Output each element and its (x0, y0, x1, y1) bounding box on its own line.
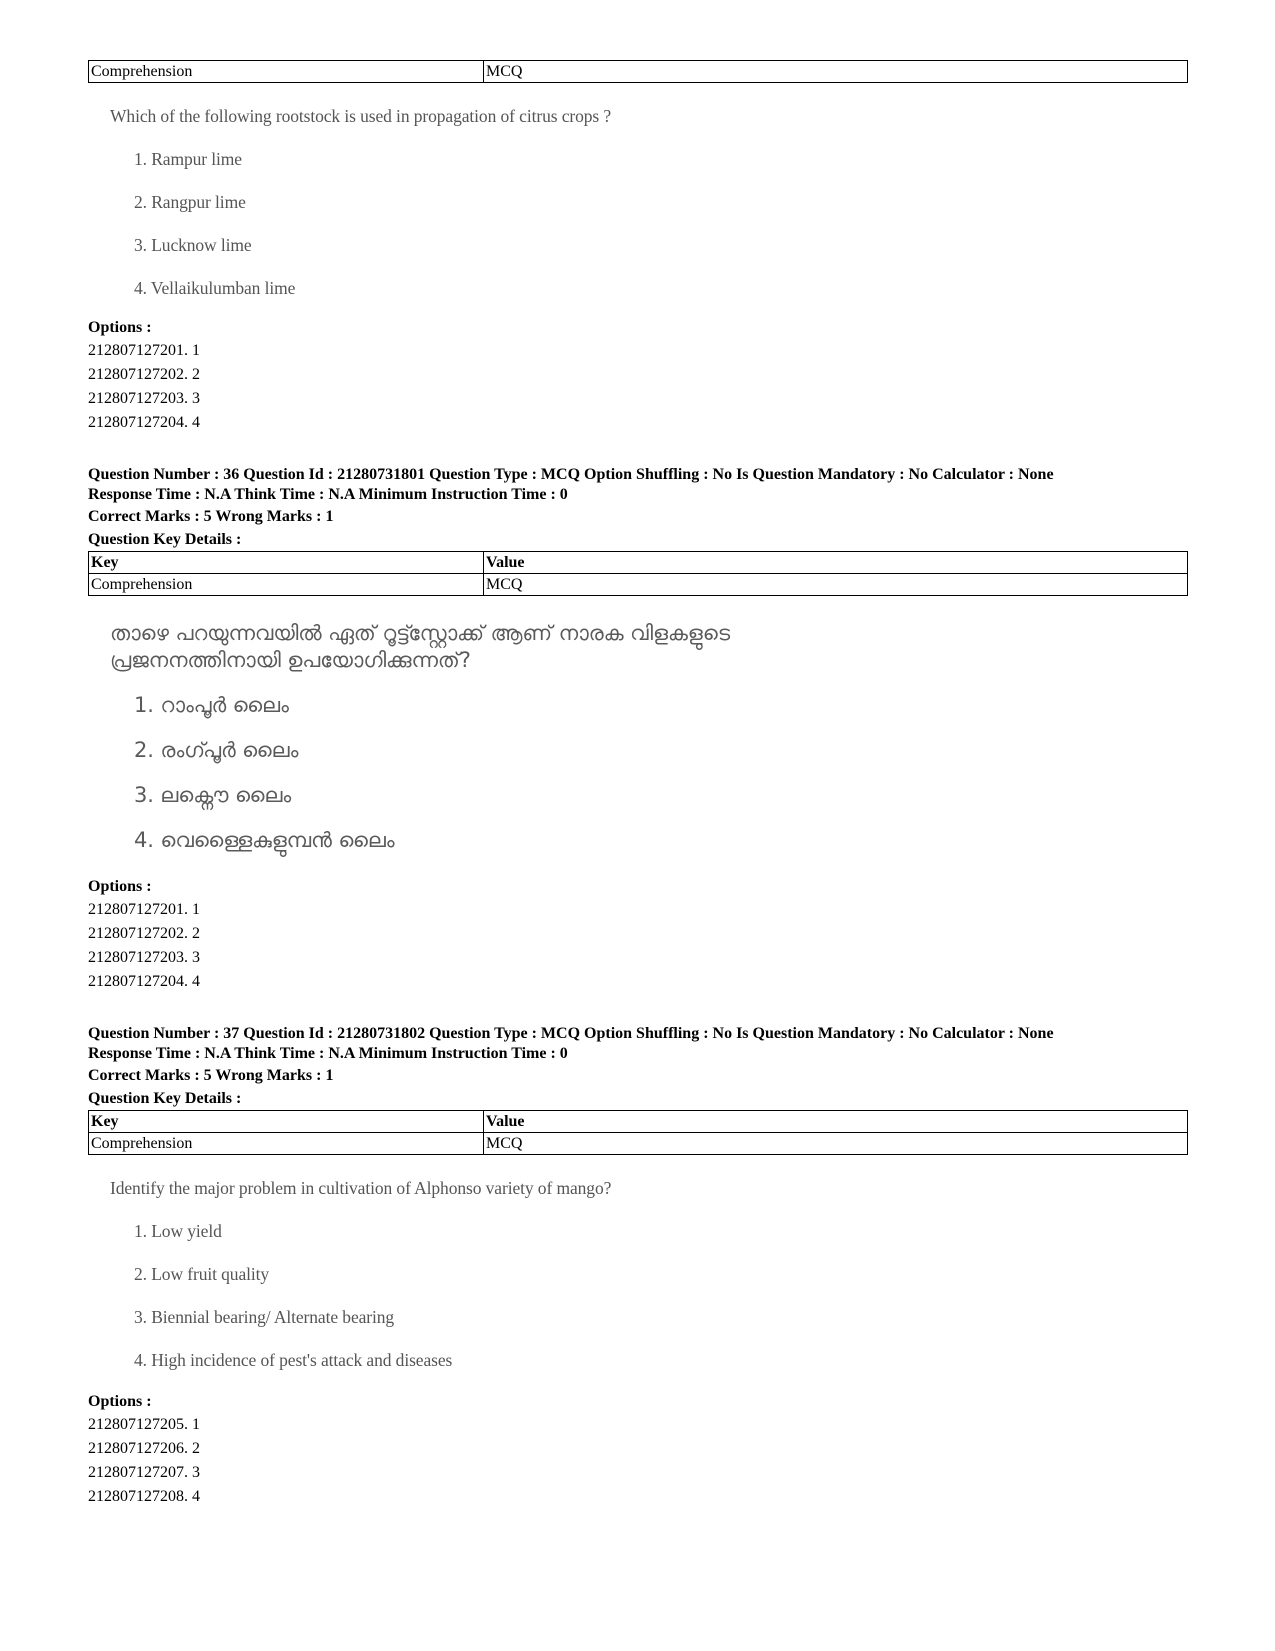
key-details-label: Question Key Details : (88, 1090, 242, 1107)
options-block-q35 (88, 317, 1188, 435)
choice-item: 4. High incidence of pest's attack and diseases (134, 1350, 453, 1370)
option-item: 212807127204. 4 (88, 973, 200, 990)
choice-item: 3. Biennial bearing/ Alternate bearing (134, 1307, 395, 1327)
table-cell-key: Comprehension (89, 1133, 484, 1155)
table-header-key: Key (89, 552, 484, 574)
table-header-value: Value (484, 1111, 1188, 1133)
document-page (88, 60, 1188, 1509)
question-stem-line2: പ്രജനനത്തിനായി ഉപയോഗിക്കുന്നത്? (110, 648, 471, 672)
choice-item: 3. ലക്നൌ ലൈം (134, 783, 292, 807)
option-item: 212807127202. 2 (88, 366, 200, 383)
option-item: 212807127204. 4 (88, 414, 200, 431)
question-header-q37 (88, 1024, 1188, 1110)
question-stem-line1: താഴെ പറയുന്നവയിൽ ഏത് റൂട്ട്സ്റ്റോക്ക് ആണ് നാരക വിളകളുടെ (110, 621, 730, 645)
choice-item: 4. Vellaikulumban lime (134, 278, 296, 298)
marks-line: Correct Marks : 5 Wrong Marks : 1 (88, 508, 334, 525)
choice-item: 1. Rampur lime (134, 149, 242, 169)
table-cell-value: MCQ (484, 574, 1188, 596)
table-row (89, 61, 1188, 83)
key-details-table-q37 (88, 1110, 1188, 1155)
options-label: Options : (88, 878, 152, 895)
key-details-table-q36 (88, 551, 1188, 596)
question-meta-line1: Question Number : 36 Question Id : 21280731801 Question Type : MCQ Option Shuffling : No Is Question Mandatory : No Calculator : None (88, 466, 1054, 483)
option-item: 212807127207. 3 (88, 1464, 200, 1481)
question-image-q37 (88, 1177, 1188, 1371)
option-item: 212807127203. 3 (88, 949, 200, 966)
table-header-row (89, 1111, 1188, 1133)
key-details-label: Question Key Details : (88, 531, 242, 548)
table-cell-value: MCQ (484, 1133, 1188, 1155)
options-label: Options : (88, 1393, 152, 1410)
option-item: 212807127201. 1 (88, 342, 200, 359)
choice-item: 4. വെള്ളൈകുളുമ്പൻ ലൈം (134, 828, 395, 852)
question-image-q36 (88, 620, 1188, 854)
choice-item: 1. Low yield (134, 1221, 222, 1241)
question-stem: Which of the following rootstock is used in propagation of citrus crops ? (110, 106, 612, 126)
choice-item: 2. Rangpur lime (134, 192, 246, 212)
table-header-key: Key (89, 1111, 484, 1133)
option-item: 212807127202. 2 (88, 925, 200, 942)
question-meta-line2: Response Time : N.A Think Time : N.A Minimum Instruction Time : 0 (88, 486, 568, 503)
marks-line: Correct Marks : 5 Wrong Marks : 1 (88, 1067, 334, 1084)
table-header-value: Value (484, 552, 1188, 574)
key-details-table-top (88, 60, 1188, 83)
options-block-q37 (88, 1391, 1188, 1509)
options-block-q36 (88, 876, 1188, 994)
choice-item: 2. Low fruit quality (134, 1264, 270, 1284)
option-item: 212807127208. 4 (88, 1488, 200, 1505)
option-item: 212807127201. 1 (88, 901, 200, 918)
choice-item: 1. റാംപൂർ ലൈം (134, 693, 289, 717)
question-meta-line1: Question Number : 37 Question Id : 21280731802 Question Type : MCQ Option Shuffling : No Is Question Mandatory : No Calculator : None (88, 1025, 1054, 1042)
option-item: 212807127203. 3 (88, 390, 200, 407)
choice-item: 2. രംഗ്പൂർ ലൈം (134, 738, 299, 762)
table-row (89, 574, 1188, 596)
table-row (89, 1133, 1188, 1155)
question-stem: Identify the major problem in cultivation of Alphonso variety of mango? (110, 1178, 612, 1198)
table-cell-key: Comprehension (89, 574, 484, 596)
table-cell-value: MCQ (484, 61, 1188, 83)
table-header-row (89, 552, 1188, 574)
option-item: 212807127205. 1 (88, 1416, 200, 1433)
choice-item: 3. Lucknow lime (134, 235, 252, 255)
question-image-q35 (88, 105, 1188, 299)
table-cell-key: Comprehension (89, 61, 484, 83)
option-item: 212807127206. 2 (88, 1440, 200, 1457)
question-header-q36 (88, 465, 1188, 551)
options-label: Options : (88, 319, 152, 336)
question-meta-line2: Response Time : N.A Think Time : N.A Minimum Instruction Time : 0 (88, 1045, 568, 1062)
